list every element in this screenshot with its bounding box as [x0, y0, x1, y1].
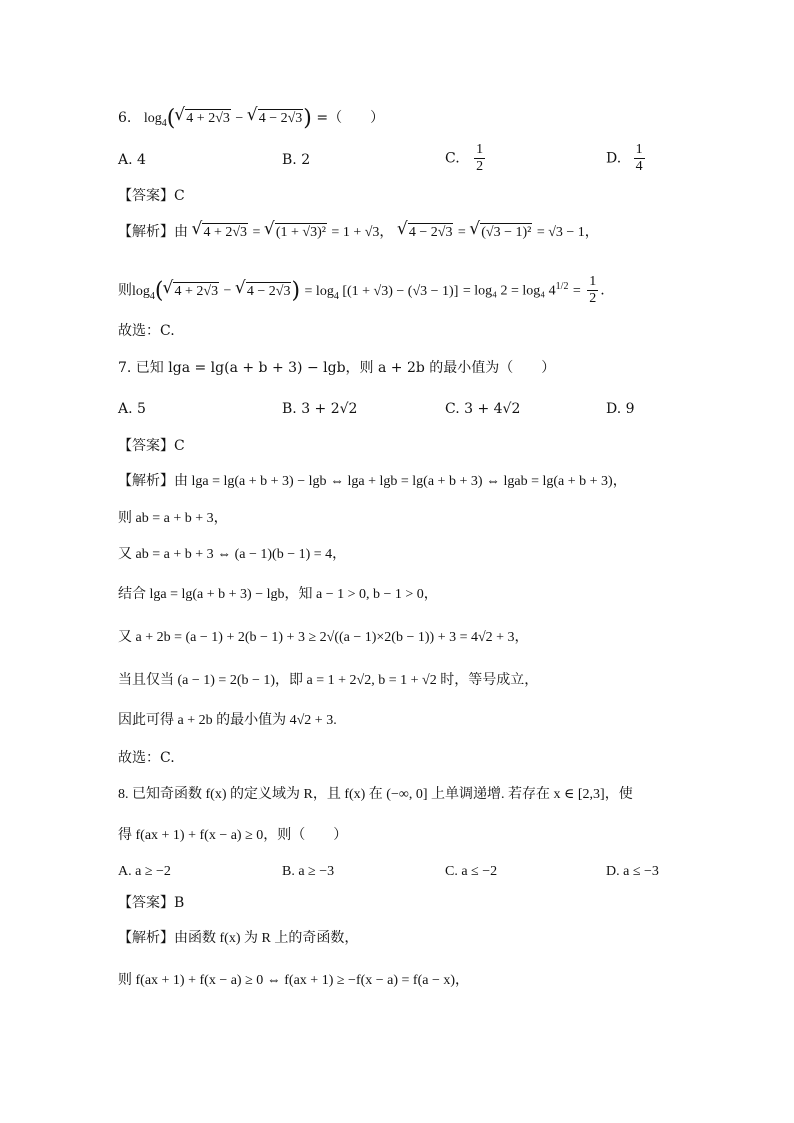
q6-sqrt-1: √ 4 + 2√3	[175, 108, 231, 128]
q7-explanation-line-3: 又 ab = a + b + 3 ⇔ (a − 1)(b − 1) = 4，	[118, 547, 347, 562]
q6-number: 6.	[118, 110, 132, 126]
q6-log-base: 4	[161, 117, 167, 129]
q6-tail: =（ ）	[316, 110, 385, 126]
q6-option-b: B. 2	[282, 152, 311, 168]
q6-paren-close: )	[303, 106, 312, 131]
q7-stem: 7. 已知 lga = lg(a + b + 3) − lgb，则 a + 2b 的最小值为（ ）	[118, 360, 556, 376]
q7-option-c: C. 3 + 4√2	[445, 401, 521, 417]
q7-explanation-line-5: 又 a + 2b = (a − 1) + 2(b − 1) + 3 ≥ 2√((a − 1)×2(b − 1)) + 3 = 4√2 + 3，	[118, 630, 529, 645]
q8-option-a: A. a ≥ −2	[118, 864, 171, 879]
q6-sqrt-2: √ 4 − 2√3	[248, 108, 304, 128]
q6-log: log	[143, 111, 162, 126]
q6-option-c: C. $\frac{1}{2}$	[445, 142, 484, 174]
q6-stem: 6. $\log_4(√$ 4 + 2√3 − √ 4 − 2√3) =（ ）	[118, 108, 384, 134]
q6-select: 故选：C.	[118, 323, 175, 339]
q6-paren-open: (	[166, 106, 176, 131]
q8-explanation-line-1: 【解析】由函数 f(x) 为 R 上的奇函数，	[118, 931, 359, 946]
q6-option-d: D. $\frac{1}{4}$	[606, 142, 643, 174]
q8-option-b: B. a ≥ −3	[282, 864, 335, 879]
q8-answer: 【答案】B	[118, 895, 185, 911]
q6-option-d-fraction: $\frac{1}{4}$	[635, 142, 643, 174]
q7-option-d: D. 9	[606, 401, 635, 417]
q7-answer: 【答案】C	[118, 438, 185, 454]
q7-explanation-line-2: 则 ab = a + b + 3，	[118, 511, 228, 526]
q8-option-d: D. a ≤ −3	[606, 864, 659, 879]
q7-select: 故选：C.	[118, 750, 175, 766]
q8-stem-line-2: 得 f(ax + 1) + f(x − a) ≥ 0，则（ ）	[118, 828, 348, 843]
q6-option-a: A. 4	[118, 152, 146, 168]
q7-explanation-line-4: 结合 lga = lg(a + b + 3) − lgb，知 a − 1 > 0, b − 1 > 0，	[118, 587, 438, 602]
q6-option-c-fraction: $\frac{1}{2}$	[476, 142, 484, 174]
q7-option-b: B. 3 + 2√2	[282, 401, 358, 417]
q6-explanation-line-1: 【解析】由 √ 4 + 2√3 = √ (1 + √3)² = 1 + √3， √ 4 − 2√3 = √ (√3 − 1)² = √3 − 1，	[118, 222, 599, 243]
q8-explanation-line-2: 则 f(ax + 1) + f(x − a) ≥ 0 ⇔ f(ax + 1) ≥ −f(x − a) = f(a − x)，	[118, 973, 470, 988]
q8-stem-line-1: 8. 已知奇函数 f(x) 的定义域为 R，且 f(x) 在 (−∞, 0] 上单调递增. 若存在 x ∈ [2,3]，使	[118, 787, 633, 802]
q7-explanation-line-7: 因此可得 a + 2b 的最小值为 4√2 + 3.	[118, 713, 337, 728]
q6-answer: 【答案】C	[118, 188, 185, 204]
q7-explanation-line-6: 当且仅当 (a − 1) = 2(b − 1)，即 a = 1 + 2√2, b = 1 + √2 时，等号成立，	[118, 673, 539, 688]
q6-explanation-line-2: 则$\log_4(√$ 4 + 2√3 − √ $4 - 2√3) = \log_4 [(1 + √3) - (√3 - 1)] = \log_4$ 2 = log₄ $4^{1/2}$ = $\frac{1}{2}$ .	[118, 274, 605, 307]
q7-explanation-line-1: 【解析】由 lga = lg(a + b + 3) − lgb ⇔ lga + lgb = lg(a + b + 3) ⇔ lgab = lg(a + b + 3)，	[118, 474, 627, 489]
q7-option-a: A. 5	[118, 401, 146, 417]
q8-option-c: C. a ≤ −2	[445, 864, 498, 879]
